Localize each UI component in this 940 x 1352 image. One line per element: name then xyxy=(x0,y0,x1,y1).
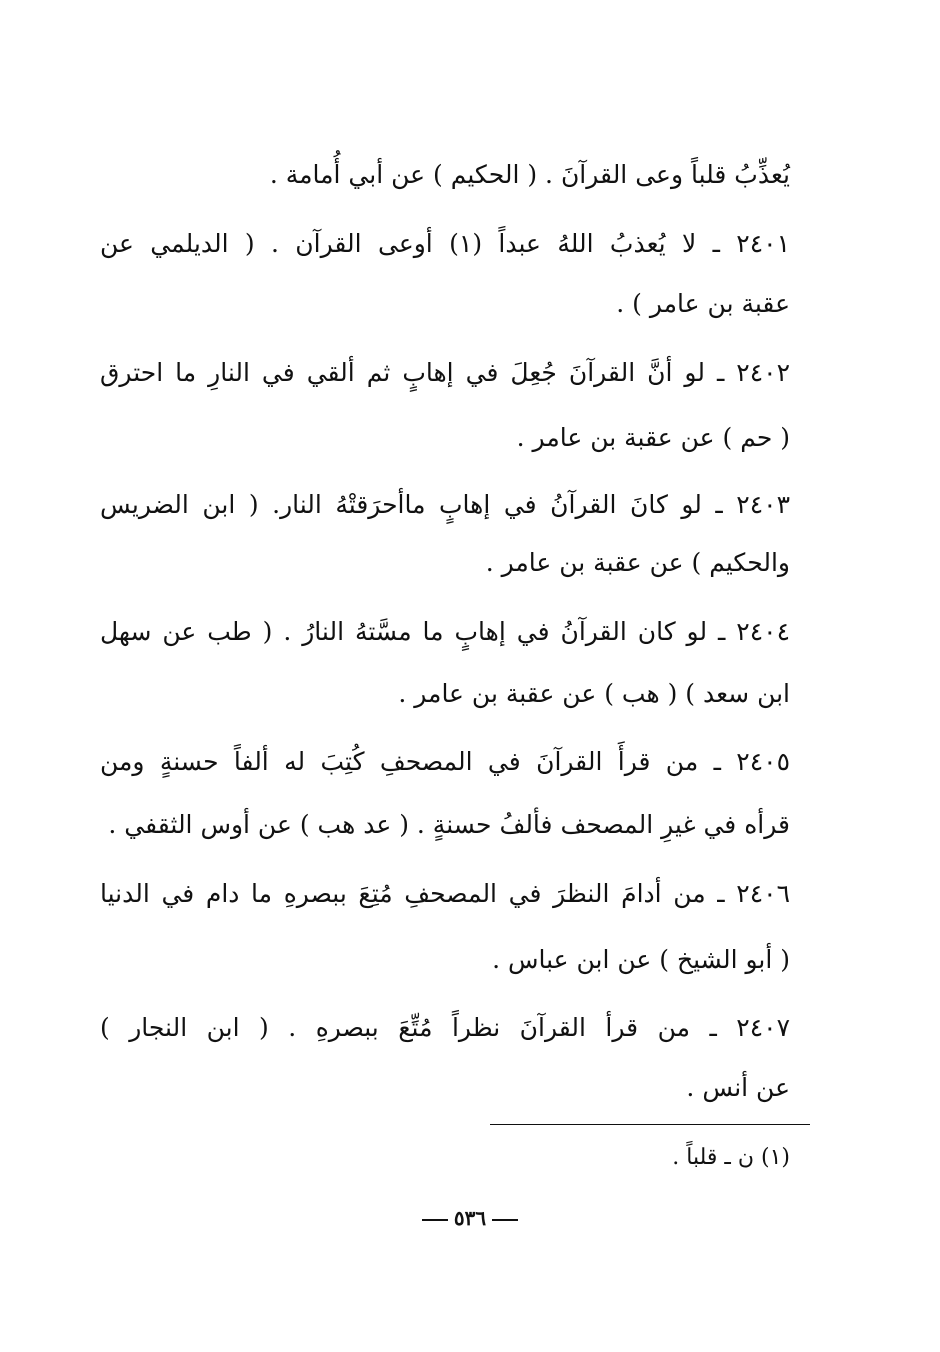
page-number-dash-left xyxy=(492,1219,518,1221)
page-number-value: ٥٣٦ xyxy=(453,1206,487,1230)
page-number xyxy=(0,1203,940,1233)
text-line-10: ٢٤٠٥ ـ من قرأَ القرآنَ في المصحفِ كُتِبَ له ألفاً حسنةٍ ومن xyxy=(100,747,790,776)
text-line-14: ٢٤٠٧ ـ من قرأ القرآنَ نظراً مُتِّعَ ببصرهِ . ( ابن النجار ) xyxy=(100,1013,790,1042)
text-line-8: ٢٤٠٤ ـ لو كان القرآنُ في إهابٍ ما مسَّتهُ النارُ . ( طب عن سهل xyxy=(100,617,790,646)
text-line-13: ( أبو الشيخ ) عن ابن عباس . xyxy=(492,945,790,974)
text-line-15: عن أنس . xyxy=(686,1073,790,1102)
text-line-5: ( حم ) عن عقبة بن عامر . xyxy=(516,423,790,452)
text-line-7: والحكيم ) عن عقبة بن عامر . xyxy=(485,548,790,577)
text-line-9: ابن سعد ) ( هب ) عن عقبة بن عامر . xyxy=(398,679,790,708)
text-line-1: يُعذِّبُ قلباً وعى القرآنَ . ( الحكيم ) عن أبي أُمامة . xyxy=(269,160,790,189)
footnote-separator xyxy=(490,1124,810,1125)
text-line-2: ٢٤٠١ ـ لا يُعذبُ اللهُ عبداً (١) أوعى القرآن . ( الديلمي عن xyxy=(100,229,790,258)
text-line-4: ٢٤٠٢ ـ لو أنَّ القرآنَ جُعِلَ في إهابٍ ثم ألقي في النارِ ما احترق xyxy=(100,358,790,387)
text-line-11: قرأه في غيرِ المصحف فألفُ حسنةٍ . ( عد هب ) عن أوس الثقفي . xyxy=(108,810,790,839)
footnote: (١) ن ـ قلباً . xyxy=(672,1145,790,1170)
text-line-12: ٢٤٠٦ ـ من أدامَ النظرَ في المصحفِ مُتِعَ ببصرهِ ما دام في الدنيا xyxy=(100,879,790,908)
page-number-dash-right xyxy=(422,1219,448,1221)
text-line-6: ٢٤٠٣ ـ لو كانَ القرآنُ في إهابٍ ماأحرَقتْهُ النار. ( ابن الضريس xyxy=(100,490,790,519)
text-line-3: عقبة بن عامر ) . xyxy=(616,289,790,318)
